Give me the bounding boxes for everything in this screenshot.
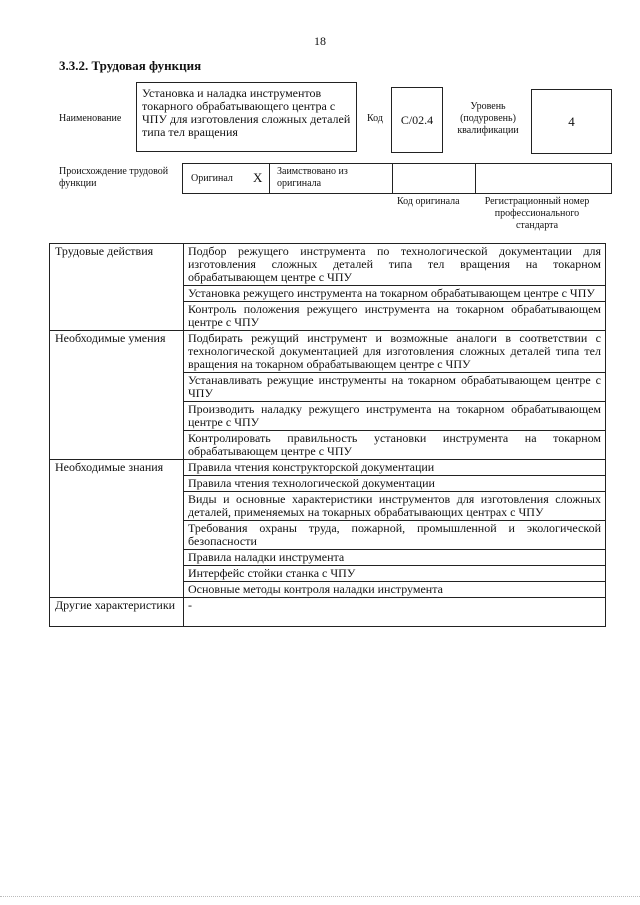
- category-labor-actions: Трудовые действия: [50, 244, 184, 331]
- table-cell: Требования охраны труда, пожарной, промышленной и экологической безопасности: [184, 521, 606, 550]
- table-cell: Подбор режущего инструмента по технологической документации для изготовления сложных деталей типа тел вращения на токарном обрабатывающем центре с ЧПУ: [184, 244, 606, 286]
- level-value: 4: [531, 89, 612, 154]
- origin-label: Происхождение трудовой функции: [59, 166, 169, 189]
- table-cell: -: [184, 598, 606, 627]
- table-cell: Устанавливать режущие инструменты на токарном обрабатывающем центре с ЧПУ: [184, 373, 606, 402]
- level-label: Уровень (подуровень) квалификации: [457, 101, 519, 136]
- table-cell: Установка режущего инструмента на токарном обрабатывающем центре с ЧПУ: [184, 286, 606, 302]
- table-cell: Контролировать правильность установки инструмента на токарном обрабатывающем центре с ЧПУ: [184, 431, 606, 460]
- table-row: [50, 598, 606, 627]
- reg-number-label: Регистрационный номер профессионального стандарта: [484, 196, 590, 231]
- borrowed-label: Заимствовано из оригинала: [277, 166, 348, 189]
- table-cell: Интерфейс стойки станка с ЧПУ: [184, 566, 606, 582]
- table-cell: Подбирать режущий инструмент и возможные аналоги в соответствии с технологической документацией для изготовления сложных деталей типа тел вращения на токарном обрабатывающем центре с ЧПУ: [184, 331, 606, 373]
- name-value: Установка и наладка инструментов токарного обрабатывающего центра с ЧПУ для изготовления сложных деталей типа тел вращения: [136, 82, 357, 152]
- code-label: Код: [367, 113, 383, 124]
- table-cell: Правила наладки инструмента: [184, 550, 606, 566]
- table-cell: Основные методы контроля наладки инструмента: [184, 582, 606, 598]
- original-label: Оригинал: [191, 173, 233, 184]
- table-row: [50, 244, 606, 286]
- table-cell: Контроль положения режущего инструмента на токарном обрабатывающем центре с ЧПУ: [184, 302, 606, 331]
- origin-strip: [182, 163, 612, 194]
- competency-table: [49, 243, 606, 627]
- table-cell: Виды и основные характеристики инструментов для изготовления сложных деталей, применяемых на токарных обрабатывающих центрах с ЧПУ: [184, 492, 606, 521]
- original-cell: [183, 164, 270, 193]
- category-required-skills: Необходимые умения: [50, 331, 184, 460]
- table-row: [50, 460, 606, 476]
- code-original-label: Код оригинала: [397, 196, 460, 207]
- table-row: [50, 331, 606, 373]
- name-label: Наименование: [59, 113, 122, 124]
- table-cell: Правила чтения конструкторской документации: [184, 460, 606, 476]
- table-cell: Правила чтения технологической документации: [184, 476, 606, 492]
- category-other: Другие характеристики: [50, 598, 184, 627]
- scan-edge-line: [0, 896, 640, 897]
- section-title: 3.3.2. Трудовая функция: [59, 58, 202, 73]
- original-mark: Х: [253, 170, 263, 185]
- category-required-knowledge: Необходимые знания: [50, 460, 184, 598]
- code-original-cell: [393, 164, 476, 193]
- page-number: 18: [314, 34, 326, 48]
- borrowed-cell: [270, 164, 393, 193]
- code-value: С/02.4: [391, 87, 443, 153]
- table-cell: Производить наладку режущего инструмента на токарном обрабатывающем центре с ЧПУ: [184, 402, 606, 431]
